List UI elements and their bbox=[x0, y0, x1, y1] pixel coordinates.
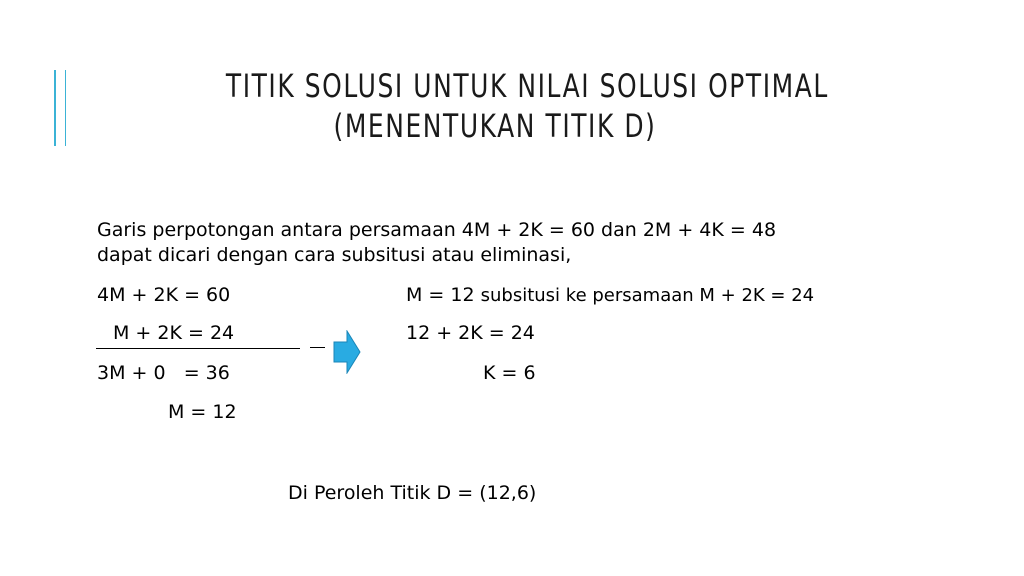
elimination-equation-2: M + 2K = 24 bbox=[113, 322, 235, 344]
substitution-line-2: 12 + 2K = 24 bbox=[406, 322, 535, 344]
title-line-2: (MENENTUKAN TITIK D) bbox=[333, 107, 657, 145]
accent-bar-left bbox=[54, 70, 56, 146]
minus-sign bbox=[310, 347, 325, 348]
title-line-1: TITIK SOLUSI UNTUK NILAI SOLUSI OPTIMAL bbox=[225, 67, 829, 105]
substitution-m-value: M = 12 bbox=[406, 284, 475, 306]
subtraction-line bbox=[96, 348, 300, 349]
substitution-line-1 bbox=[406, 283, 814, 308]
elimination-equation-1: 4M + 2K = 60 bbox=[97, 284, 231, 306]
arrow-shape bbox=[334, 331, 360, 373]
accent-bar-right bbox=[65, 70, 66, 146]
intro-line-2: dapat dicari dengan cara subsitusi atau eliminasi, bbox=[97, 244, 572, 266]
substitution-note: subsitusi ke persamaan M + 2K = 24 bbox=[480, 285, 815, 306]
right-arrow-icon bbox=[333, 330, 361, 374]
substitution-k-value: K = 6 bbox=[483, 362, 536, 384]
slide-title bbox=[225, 66, 829, 146]
result-text: Di Peroleh Titik D = (12,6) bbox=[288, 482, 537, 504]
intro-line-1: Garis perpotongan antara persamaan 4M + 2K = 60 dan 2M + 4K = 48 bbox=[97, 219, 777, 241]
elimination-result: 3M + 0 = 36 bbox=[97, 362, 230, 384]
elimination-m-value: M = 12 bbox=[168, 401, 237, 423]
